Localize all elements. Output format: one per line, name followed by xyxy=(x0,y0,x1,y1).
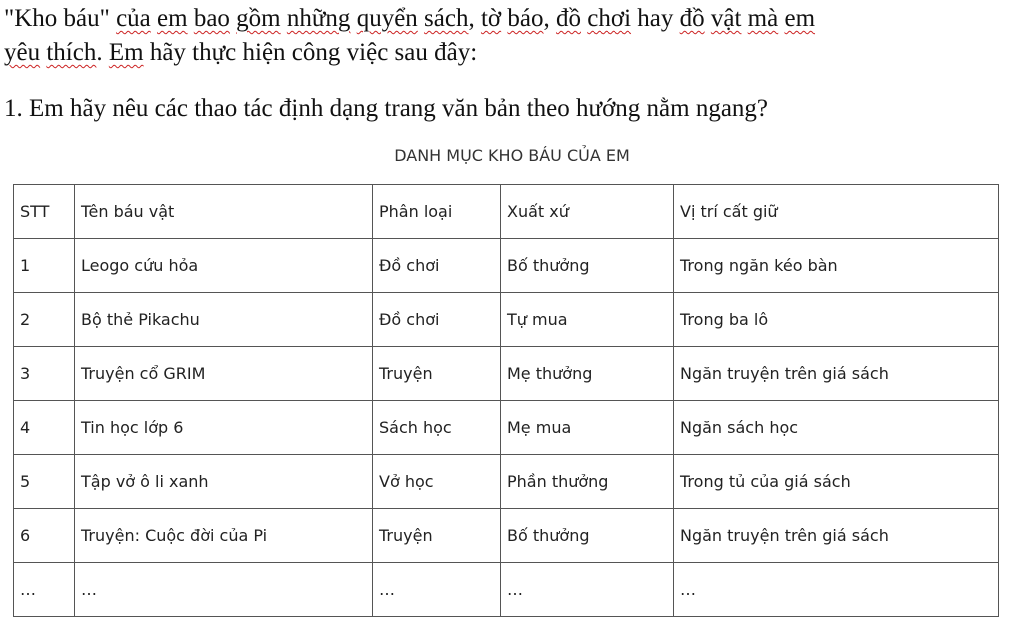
spell-flagged-word: gồm xyxy=(236,5,281,32)
header-cell: Tên báu vật xyxy=(75,185,373,239)
table-row xyxy=(14,455,999,509)
header-cell: Vị trí cất giữ xyxy=(674,185,999,239)
table-cell: 3 xyxy=(14,347,75,401)
table-cell: Đồ chơi xyxy=(373,239,501,293)
spell-flagged-word: những xyxy=(286,5,351,32)
spell-flagged-word: sách xyxy=(424,5,469,32)
spell-flagged-word: tờ xyxy=(480,5,502,32)
spell-flagged-word: báo xyxy=(507,5,544,32)
header-cell: Xuất xứ xyxy=(501,185,674,239)
table-cell: … xyxy=(501,563,674,617)
text-run: , xyxy=(543,5,556,32)
table-cell: Sách học xyxy=(373,401,501,455)
spell-flagged-word: đồ xyxy=(556,5,581,32)
spell-flagged-word: của xyxy=(116,5,151,32)
spell-flagged-word: Em xyxy=(108,39,144,66)
table-cell: Bố thưởng xyxy=(501,509,674,563)
table-cell: Bộ thẻ Pikachu xyxy=(75,293,373,347)
spell-flagged-word: em xyxy=(784,5,816,32)
spell-flagged-word: vật xyxy=(710,5,742,32)
table-cell: 4 xyxy=(14,401,75,455)
table-cell: Bố thưởng xyxy=(501,239,674,293)
table-cell: Truyện cổ GRIM xyxy=(75,347,373,401)
text-run: hãy thực hiện công việc sau đây: xyxy=(143,39,478,66)
table-cell: Mẹ mua xyxy=(501,401,674,455)
table-row xyxy=(14,563,999,617)
spell-flagged-word: thích xyxy=(46,39,97,66)
table-cell: Vở học xyxy=(373,455,501,509)
header-cell: STT xyxy=(14,185,75,239)
header-cell: Phân loại xyxy=(373,185,501,239)
table-cell: Đồ chơi xyxy=(373,293,501,347)
table-cell: 6 xyxy=(14,509,75,563)
table-cell: Mẹ thưởng xyxy=(501,347,674,401)
table-cell: … xyxy=(75,563,373,617)
table-cell: Phần thưởng xyxy=(501,455,674,509)
table-header-row xyxy=(14,185,999,239)
text-run: hay xyxy=(631,5,680,32)
text-run: . xyxy=(96,39,109,66)
table-title: DANH MỤC KHO BÁU CỦA EM xyxy=(394,146,630,165)
table-cell: Tập vở ô li xanh xyxy=(75,455,373,509)
table-cell: Tự mua xyxy=(501,293,674,347)
table-cell: … xyxy=(373,563,501,617)
table-cell: 2 xyxy=(14,293,75,347)
table-cell: 5 xyxy=(14,455,75,509)
table-cell: 1 xyxy=(14,239,75,293)
table-row xyxy=(14,401,999,455)
table-cell: Leogo cứu hỏa xyxy=(75,239,373,293)
table-cell: Truyện xyxy=(373,509,501,563)
treasure-table xyxy=(13,184,999,617)
paragraph-line-2 xyxy=(4,36,1020,70)
table-cell: Truyện xyxy=(373,347,501,401)
table-cell: Truyện: Cuộc đời của Pi xyxy=(75,509,373,563)
spell-flagged-word: chơi xyxy=(587,5,632,32)
table-cell: Ngăn truyện trên giá sách xyxy=(674,509,999,563)
table-row xyxy=(14,293,999,347)
spell-flagged-word: em xyxy=(157,5,188,32)
text-run: "Kho báu" xyxy=(4,5,117,32)
table-cell: Ngăn sách học xyxy=(674,401,999,455)
table-row xyxy=(14,347,999,401)
text-run: , xyxy=(468,5,481,32)
question-line: 1. Em hãy nêu các thao tác định dạng trang văn bản theo hướng nằm ngang? xyxy=(4,95,769,122)
table-row xyxy=(14,509,999,563)
paragraph-line-1 xyxy=(4,2,1020,36)
spell-flagged-word: yêu xyxy=(4,39,41,66)
table-cell: Trong tủ của giá sách xyxy=(674,455,999,509)
table-row xyxy=(14,239,999,293)
spell-flagged-word: đồ xyxy=(679,5,705,32)
spell-flagged-word: mà xyxy=(747,5,779,32)
table-cell: Trong ngăn kéo bàn xyxy=(674,239,999,293)
table-cell: … xyxy=(674,563,999,617)
spell-flagged-word: bao xyxy=(193,5,230,32)
spell-flagged-word: quyển xyxy=(356,5,418,32)
table-cell: Tin học lớp 6 xyxy=(75,401,373,455)
table-cell: Ngăn truyện trên giá sách xyxy=(674,347,999,401)
table-cell: Trong ba lô xyxy=(674,293,999,347)
table-cell: … xyxy=(14,563,75,617)
